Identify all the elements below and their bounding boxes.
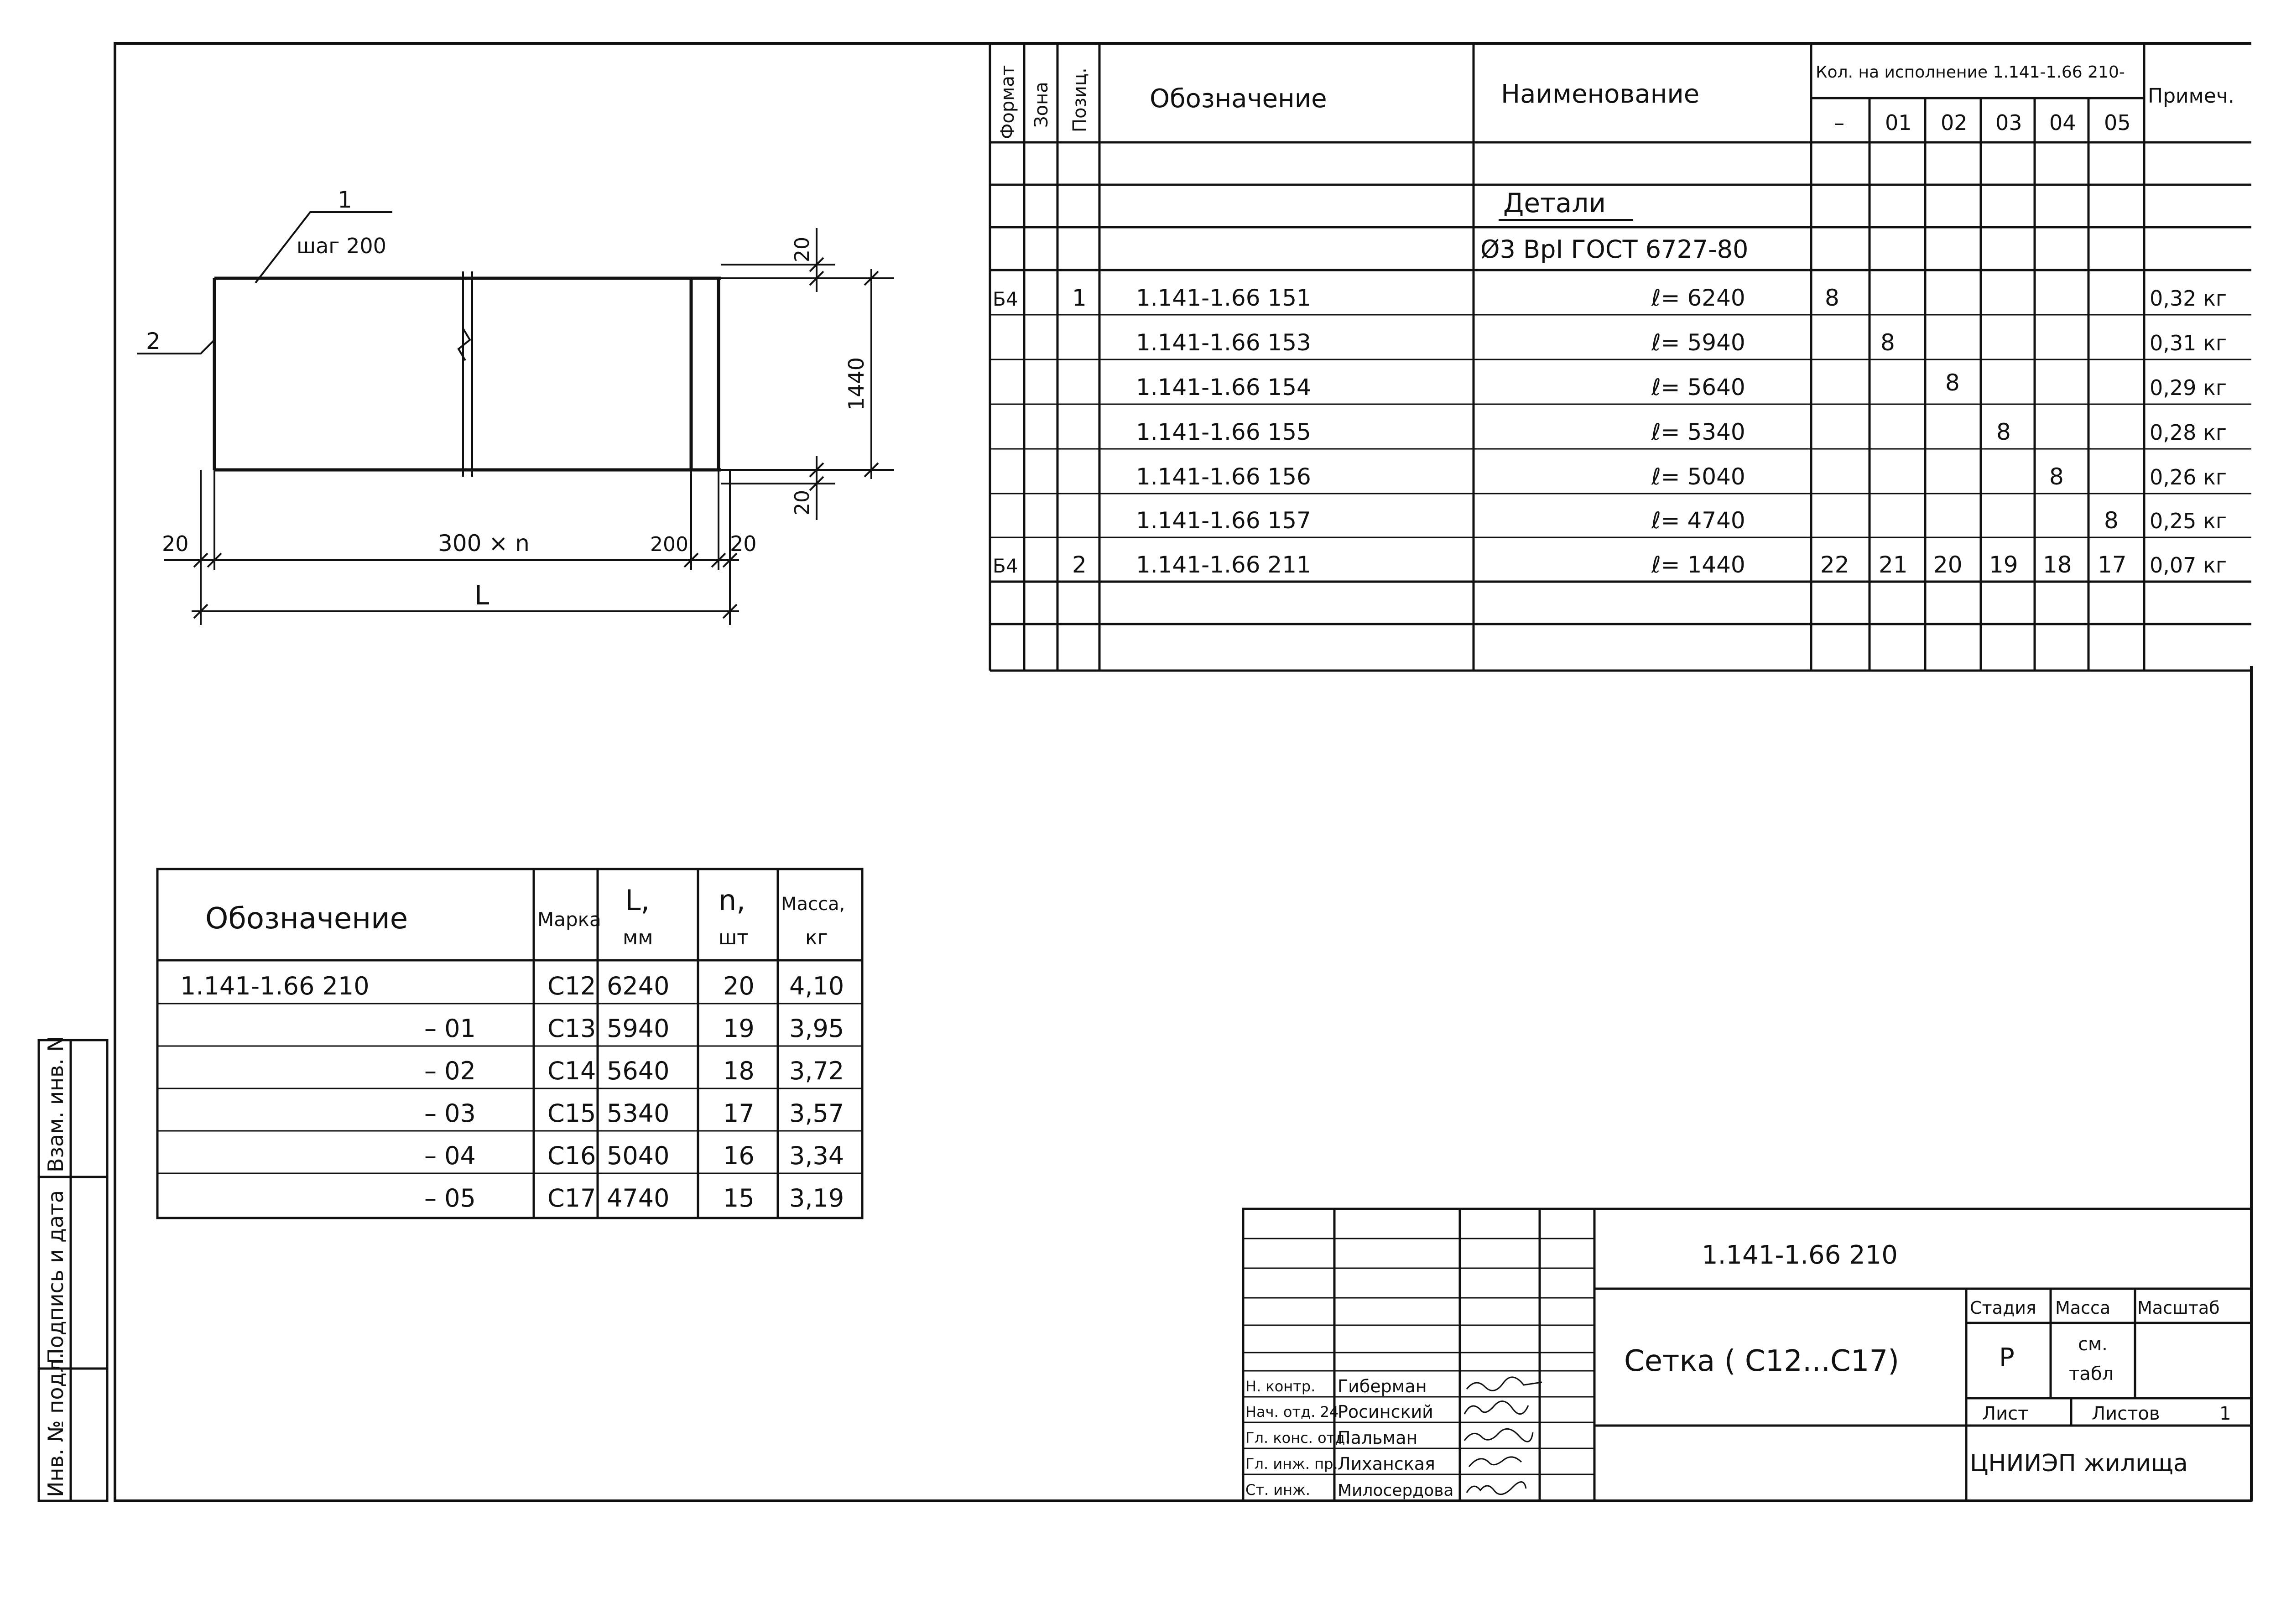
spec-designation: 1.141-1.66 157: [1136, 507, 1311, 534]
spec-qty: 8: [1996, 419, 2011, 445]
spec-qty: 8: [2049, 463, 2064, 490]
organization: ЦНИИЭП жилища: [1970, 1450, 2188, 1477]
signer-row: [1245, 1428, 1533, 1448]
marks-mass: 4,10: [789, 972, 844, 1000]
signer-role: Ст. инж.: [1245, 1481, 1311, 1499]
spec-qty: 8: [1825, 285, 1839, 311]
spec-note: 0,07 кг: [2150, 553, 2227, 578]
sheets-label: Листов: [2092, 1403, 2160, 1424]
marks-length: 5640: [607, 1057, 670, 1085]
spec-row: [1136, 370, 2227, 401]
signature: [1464, 1429, 1533, 1442]
signer-row: [1245, 1454, 1521, 1474]
spec-row: [1136, 419, 2227, 445]
marks-mark: С12: [547, 972, 596, 1000]
spec-qty: 19: [1989, 552, 2018, 578]
marks-header-mass: Масса,: [781, 894, 845, 915]
dim-200: 200: [650, 533, 688, 556]
dim-right: 20: [730, 531, 757, 556]
marks-length: 5940: [607, 1014, 670, 1043]
dim-bottom: 20: [791, 490, 814, 515]
callout-2: 2: [146, 328, 161, 354]
spec-name: ℓ= 5340: [1651, 419, 1745, 445]
spec-format: Б4: [993, 555, 1018, 577]
signature: [1467, 1482, 1526, 1494]
spec-qty: 8: [1945, 370, 1960, 396]
spec-format: Б4: [993, 288, 1018, 310]
dim-top: 20: [791, 237, 814, 262]
spec-note: 0,28 кг: [2150, 420, 2227, 445]
mass-label: Масса: [2055, 1298, 2111, 1318]
signer-row: [1245, 1401, 1528, 1422]
signer-role: Н. контр.: [1245, 1378, 1316, 1395]
marks-length: 5040: [607, 1141, 670, 1170]
spec-header-qty-group: Кол. на исполнение 1.141-1.66 210-: [1816, 63, 2125, 82]
spec-note: 0,31 кг: [2150, 331, 2227, 355]
stage-label: Стадия: [1970, 1298, 2036, 1318]
pitch-label: шаг 200: [297, 234, 386, 258]
spec-pos: 2: [1072, 552, 1087, 578]
marks-designation: – 04: [424, 1141, 476, 1170]
spec-qty: 8: [1880, 329, 1895, 356]
signer-role: Нач. отд. 24: [1245, 1403, 1339, 1421]
mass-value-2: табл: [2069, 1364, 2114, 1385]
spec-material: Ø3 ВрI ГОСТ 6727-80: [1480, 235, 1749, 264]
spec-header-format: Формат: [997, 65, 1018, 139]
marks-designation: – 01: [424, 1014, 476, 1043]
marks-count: 15: [723, 1184, 755, 1213]
spec-header-note: Примеч.: [2148, 84, 2234, 108]
side-stamp: [39, 1036, 107, 1501]
title-block: [1243, 1209, 2251, 1501]
spec-section-title: Детали: [1503, 187, 1606, 219]
marks-count: 17: [723, 1099, 755, 1128]
spec-note: 0,32 кг: [2150, 286, 2227, 311]
mass-value-1: см.: [2078, 1334, 2108, 1355]
signer-row: [1245, 1376, 1542, 1396]
marks-count: 16: [723, 1141, 755, 1170]
spec-name: ℓ= 4740: [1651, 507, 1745, 534]
marks-mass: 3,95: [789, 1014, 844, 1043]
marks-header-n-unit: шт: [719, 926, 749, 949]
spec-variant-header: 02: [1941, 110, 1968, 135]
marks-count: 19: [723, 1014, 755, 1043]
marks-mark: С16: [547, 1141, 596, 1170]
signer-name: Лиханская: [1338, 1454, 1435, 1474]
spec-row: [993, 285, 2227, 311]
dim-span: 300 × n: [438, 530, 530, 557]
spec-note: 0,26 кг: [2150, 465, 2227, 489]
spec-pos: 1: [1072, 285, 1087, 311]
spec-designation: 1.141-1.66 156: [1136, 463, 1311, 490]
marks-row: [180, 972, 844, 1000]
spec-row: [1136, 507, 2227, 534]
dim-total: L: [474, 580, 490, 611]
marks-header-mass-unit: кг: [805, 926, 828, 949]
spec-qty: 18: [2043, 552, 2072, 578]
spec-header-pos: Позиц.: [1069, 68, 1090, 132]
scale-label: Масштаб: [2137, 1298, 2220, 1318]
signer-name: Росинский: [1338, 1402, 1433, 1422]
marks-mark: С13: [547, 1014, 596, 1043]
signature: [1469, 1457, 1521, 1467]
spec-header-zone: Зона: [1031, 82, 1052, 128]
marks-table: [157, 869, 862, 1218]
marks-header-n: n,: [719, 884, 746, 917]
spec-note: 0,29 кг: [2150, 375, 2227, 400]
marks-mass: 3,72: [789, 1057, 844, 1085]
doc-title: Сетка ( С12...С17): [1624, 1344, 1900, 1378]
marks-length: 6240: [607, 972, 670, 1000]
side-stamp-vzam: Взам. инв. N: [43, 1036, 68, 1172]
marks-row: [424, 1014, 844, 1043]
side-stamp-sign-date: Подпись и дата: [43, 1190, 68, 1364]
spec-variant-header: 04: [2049, 110, 2076, 135]
spec-name: ℓ= 5940: [1651, 329, 1745, 356]
marks-count: 18: [723, 1057, 755, 1085]
marks-header-mark: Марка: [537, 908, 601, 931]
marks-designation: – 02: [424, 1057, 476, 1085]
marks-count: 20: [723, 972, 755, 1000]
spec-name: ℓ= 1440: [1651, 552, 1745, 578]
spec-row: [1136, 463, 2227, 490]
marks-mark: С14: [547, 1057, 596, 1085]
spec-designation: 1.141-1.66 153: [1136, 329, 1311, 356]
spec-qty: 22: [1820, 552, 1849, 578]
sheet-label: Лист: [1982, 1403, 2029, 1424]
marks-designation: 1.141-1.66 210: [180, 972, 370, 1000]
spec-variant-headers: [1834, 110, 2131, 135]
spec-designation: 1.141-1.66 154: [1136, 374, 1311, 401]
marks-designation: – 03: [424, 1099, 476, 1128]
dim-height: 1440: [844, 357, 869, 411]
spec-qty: 20: [1933, 552, 1963, 578]
spec-designation: 1.141-1.66 155: [1136, 419, 1311, 445]
stage-value: Р: [1999, 1343, 2015, 1373]
signer-role: Гл. конс. отд.: [1245, 1429, 1350, 1447]
marks-length: 4740: [607, 1184, 670, 1213]
signer-role: Гл. инж. пр.: [1245, 1455, 1338, 1473]
side-stamp-inv-podl: Инв. № подл.: [43, 1352, 68, 1497]
signer-name: Пальман: [1338, 1428, 1418, 1448]
marks-designation: – 05: [424, 1184, 476, 1213]
spec-name: ℓ= 5040: [1651, 463, 1745, 490]
marks-header-L: L,: [625, 884, 650, 917]
spec-variant-header: 01: [1885, 110, 1912, 135]
specification-table: [990, 43, 2251, 671]
marks-mark: С17: [547, 1184, 596, 1213]
spec-designation: 1.141-1.66 211: [1136, 552, 1311, 578]
signature: [1464, 1401, 1528, 1414]
marks-mass: 3,19: [789, 1184, 844, 1213]
marks-row: [424, 1099, 844, 1128]
sheets-value: 1: [2219, 1403, 2231, 1424]
marks-row: [424, 1057, 844, 1085]
spec-qty: 17: [2098, 552, 2127, 578]
spec-header-designation: Обозначение: [1150, 84, 1327, 114]
dim-left: 20: [162, 531, 189, 556]
spec-name: ℓ= 6240: [1651, 285, 1745, 311]
marks-row: [424, 1184, 844, 1213]
marks-row: [424, 1141, 844, 1170]
spec-variant-header: 03: [1995, 110, 2022, 135]
doc-code: 1.141-1.66 210: [1702, 1240, 1898, 1270]
marks-length: 5340: [607, 1099, 670, 1128]
spec-name: ℓ= 5640: [1651, 374, 1745, 401]
callout-1: 1: [338, 187, 352, 213]
spec-row: [1136, 329, 2227, 356]
marks-mark: С15: [547, 1099, 596, 1128]
spec-qty: 8: [2104, 507, 2119, 534]
signature: [1467, 1377, 1542, 1390]
signer-row: [1245, 1481, 1526, 1500]
spec-note: 0,25 кг: [2150, 509, 2227, 533]
mesh-drawing: [137, 187, 894, 625]
signer-name: Гиберман: [1338, 1376, 1427, 1396]
spec-variant-header: 05: [2104, 110, 2131, 135]
sheet-frame: [115, 43, 2251, 1501]
spec-designation: 1.141-1.66 151: [1136, 285, 1311, 311]
marks-mass: 3,34: [789, 1141, 844, 1170]
signer-name: Милосердова: [1338, 1481, 1454, 1500]
marks-header-designation: Обозначение: [205, 902, 408, 936]
spec-variant-header: –: [1834, 110, 1844, 135]
spec-qty: 21: [1879, 552, 1908, 578]
marks-mass: 3,57: [789, 1099, 844, 1128]
marks-header-L-unit: мм: [623, 926, 653, 949]
spec-row: [993, 552, 2227, 578]
spec-header-name: Наименование: [1501, 79, 1700, 109]
